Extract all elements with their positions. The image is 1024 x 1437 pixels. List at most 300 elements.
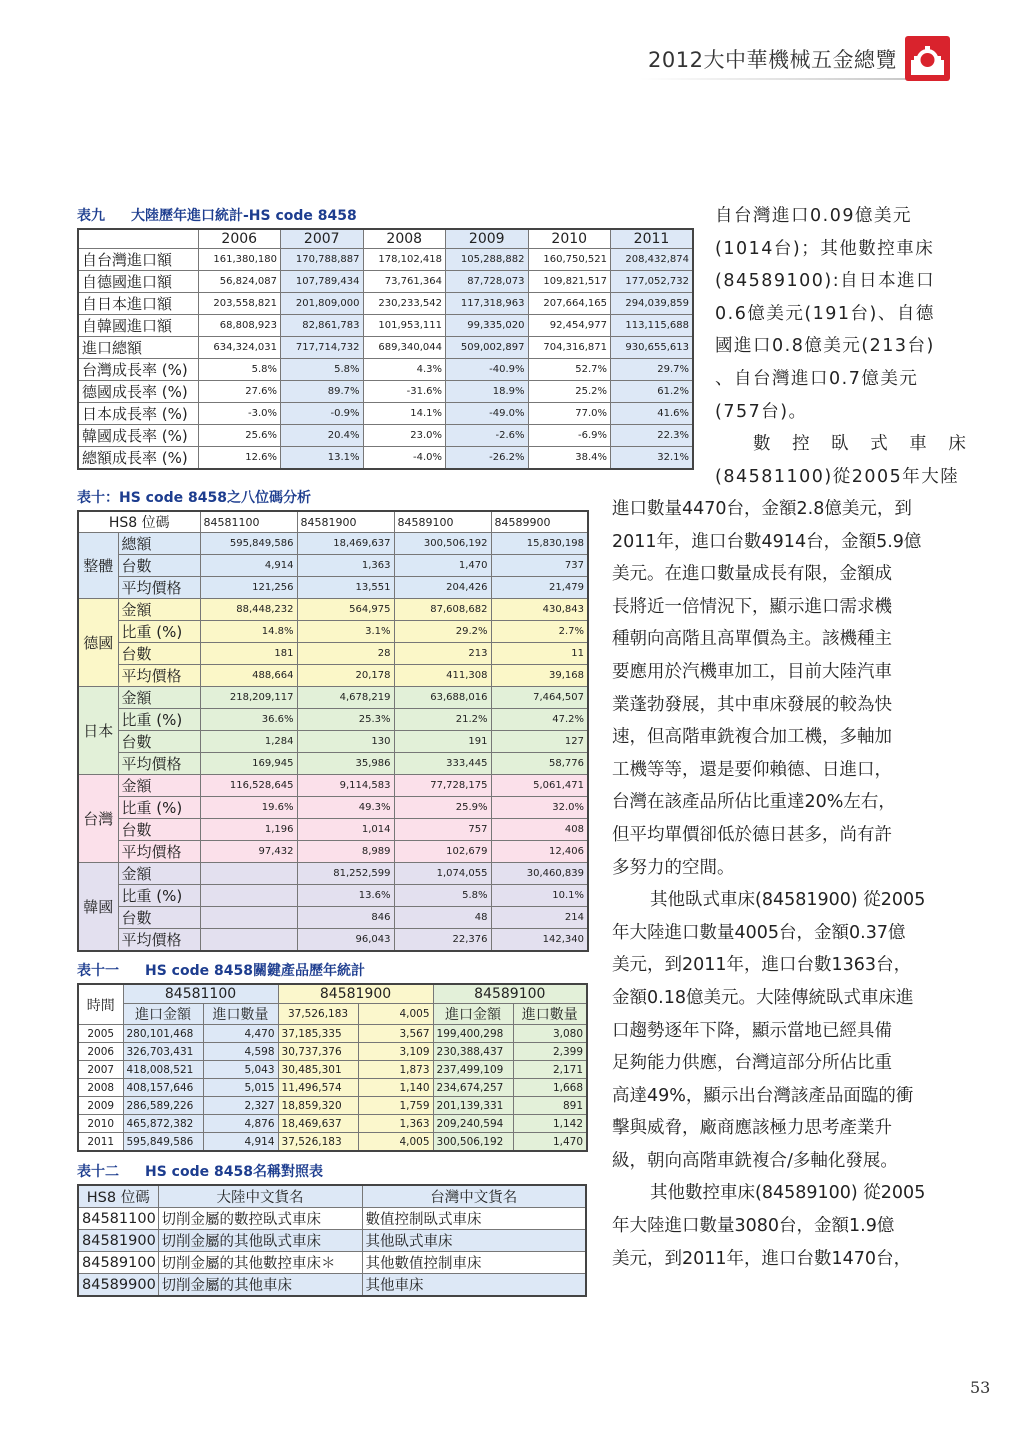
table10-row xyxy=(78,665,588,687)
table9-cell: 18.9% xyxy=(446,381,529,403)
table9-row-label: 自韓國進口額 xyxy=(78,315,198,337)
text-line: 進口數量4470台，金額2.8億美元，到 xyxy=(612,499,912,519)
table10-cell: 181 xyxy=(200,643,297,665)
table9-cell: 38.4% xyxy=(528,447,611,470)
table12-caption xyxy=(77,1161,323,1181)
text-line: 擊與威脅，廠商應該極力思考產業升 xyxy=(612,1118,892,1139)
table9-year-header: 2008 xyxy=(363,229,446,249)
table9-cell: 82,861,783 xyxy=(281,315,364,337)
table11-cell: 4,598 xyxy=(203,1043,278,1061)
table11-cell: 1,873 xyxy=(358,1061,433,1079)
text-line: (84581100)從2005年大陸 xyxy=(715,466,960,487)
table10-cell: 333,445 xyxy=(394,753,491,775)
text-line: 速，但高階車銑複合加工機，多軸加 xyxy=(612,727,892,748)
text-line: (1014台)；其他數控車床 xyxy=(715,238,935,259)
table11-amount-header: 進口金額 xyxy=(123,1004,203,1025)
table9-cell: 27.6% xyxy=(198,381,281,403)
table10-row xyxy=(78,621,588,643)
table9-cell: 101,953,111 xyxy=(363,315,446,337)
table10-row xyxy=(78,709,588,731)
table10-cell xyxy=(200,929,297,952)
table10-cell: 204,426 xyxy=(394,577,491,599)
table11-cell: 4,470 xyxy=(203,1025,278,1043)
table12-row xyxy=(78,1252,586,1274)
table10-cell: 127 xyxy=(491,731,588,753)
table11-year: 2011 xyxy=(78,1133,123,1152)
table11-cell: 3,080 xyxy=(513,1025,587,1043)
text-line: 工機等等，還是要仰賴德、日進口， xyxy=(612,759,892,780)
table11-cell: 2,327 xyxy=(203,1097,278,1115)
table9-cell: 4.3% xyxy=(363,359,446,381)
table10-cell: 21.2% xyxy=(394,709,491,731)
table11-code-header: 84581900 xyxy=(278,984,433,1004)
table12-cell: 84581100 xyxy=(78,1208,158,1230)
publication-title: 2012大中華機械五金總覽 xyxy=(648,48,897,72)
table10-row xyxy=(78,929,588,952)
table12-caption-no: 表十二 xyxy=(77,1164,119,1180)
table9-cell: 89.7% xyxy=(281,381,364,403)
table10-cell: 30,460,839 xyxy=(491,863,588,885)
table10-row-label: 台數 xyxy=(118,731,200,753)
table10-cell: 22,376 xyxy=(394,929,491,952)
table11-cell: 300,506,192 xyxy=(433,1133,513,1152)
table9-cell: 634,324,031 xyxy=(198,337,281,359)
table12-header-row xyxy=(78,1185,586,1208)
table11-cell: 1,668 xyxy=(513,1079,587,1097)
table9-year-header: 2010 xyxy=(528,229,611,249)
table11-cell: 3,109 xyxy=(358,1043,433,1061)
table10-cell: 28 xyxy=(297,643,394,665)
table11-cell: 37,526,183 xyxy=(278,1004,358,1025)
table12-header: 台灣中文貨名 xyxy=(362,1185,586,1208)
table10-cell: 21,479 xyxy=(491,577,588,599)
table10-cell: 25.9% xyxy=(394,797,491,819)
table10-cell: 7,464,507 xyxy=(491,687,588,709)
table11-caption-no: 表十一 xyxy=(77,963,119,979)
table11-year: 2010 xyxy=(78,1115,123,1133)
table9-cell: 52.7% xyxy=(528,359,611,381)
table12-row xyxy=(78,1274,586,1297)
table11-cell: 1,363 xyxy=(358,1115,433,1133)
table12-row xyxy=(78,1230,586,1252)
table10-cell: 408 xyxy=(491,819,588,841)
table11-row xyxy=(78,1115,587,1133)
table10-cell: 1,470 xyxy=(394,555,491,577)
table9-cell: -26.2% xyxy=(446,447,529,470)
table10-cell xyxy=(200,907,297,929)
table9-row-label: 總額成長率 (%) xyxy=(78,447,198,470)
text-line: 業蓬勃發展，其中車床發展的較為快 xyxy=(612,694,892,715)
table9-year-header: 2011 xyxy=(611,229,694,249)
table10-row xyxy=(78,885,588,907)
table10-cell: 88,448,232 xyxy=(200,599,297,621)
table10-cell: 4,678,219 xyxy=(297,687,394,709)
table9-cell: 294,039,859 xyxy=(611,293,694,315)
table9-cell: -0.9% xyxy=(281,403,364,425)
table11-cell: 891 xyxy=(513,1097,587,1115)
table11-year: 2009 xyxy=(78,1097,123,1115)
table9-cell: -4.0% xyxy=(363,447,446,470)
text-line: 自台灣進口0.09億美元 xyxy=(715,206,912,226)
table12-cell: 84589100 xyxy=(78,1252,158,1274)
table10-cell: 14.8% xyxy=(200,621,297,643)
text-line: 種朝向高階且高單價為主。該機種主 xyxy=(612,629,892,650)
text-line: 國進口0.8億美元(213台) xyxy=(715,336,935,357)
table10-cell: 97,432 xyxy=(200,841,297,863)
text-line: 長將近一倍情況下，顯示進口需求機 xyxy=(612,596,892,617)
table9-cell: 178,102,418 xyxy=(363,249,446,271)
text-line: 美元，到2011年，進口台數1470台， xyxy=(612,1248,912,1269)
table10-cell: 5.8% xyxy=(394,885,491,907)
table10-cell: 81,252,599 xyxy=(297,863,394,885)
table11-cell: 30,485,301 xyxy=(278,1061,358,1079)
table10-cell: 169,945 xyxy=(200,753,297,775)
table9-row-label: 進口總額 xyxy=(78,337,198,359)
table9-import-stats xyxy=(77,228,694,470)
table11-caption xyxy=(77,960,365,980)
table11-year: 2008 xyxy=(78,1079,123,1097)
table11-header-row-2 xyxy=(78,1004,587,1025)
table10-cell: 142,340 xyxy=(491,929,588,952)
table11-cell: 18,859,320 xyxy=(278,1097,358,1115)
table9-row xyxy=(78,403,693,425)
table9-cell: -40.9% xyxy=(446,359,529,381)
table9-cell: 56,824,087 xyxy=(198,271,281,293)
table12-cell: 其他車床 xyxy=(362,1274,586,1297)
table12-cell: 切削金屬的數控臥式車床 xyxy=(158,1208,362,1230)
table10-row-label: 金額 xyxy=(118,863,200,885)
table9-cell: -49.0% xyxy=(446,403,529,425)
table10-cell: 488,664 xyxy=(200,665,297,687)
table10-cell: 3.1% xyxy=(297,621,394,643)
table10-group-label: 台灣 xyxy=(78,775,118,863)
table12-cell: 切削金屬的其他車床 xyxy=(158,1274,362,1297)
text-line: 其他數控車床(84589100) 從2005 xyxy=(650,1183,926,1204)
table10-cell: 121,256 xyxy=(200,577,297,599)
table10-cell: 1,196 xyxy=(200,819,297,841)
table10-row-label: 總額 xyxy=(118,533,200,555)
table9-row xyxy=(78,315,693,337)
table10-row-label: 比重 (%) xyxy=(118,709,200,731)
table11-cell: 1,470 xyxy=(513,1133,587,1152)
table10-cell: 595,849,586 xyxy=(200,533,297,555)
body-text-main xyxy=(612,493,952,1275)
table11-cell: 280,101,468 xyxy=(123,1025,203,1043)
table11-cell: 237,499,109 xyxy=(433,1061,513,1079)
table10-cell xyxy=(200,885,297,907)
table12-name-comparison xyxy=(77,1184,587,1297)
table9-cell: -3.0% xyxy=(198,403,281,425)
table9-row-label: 自德國進口額 xyxy=(78,271,198,293)
table10-code-header: 84589100 xyxy=(394,511,491,533)
table11-cell: 199,400,298 xyxy=(433,1025,513,1043)
table9-cell: 22.3% xyxy=(611,425,694,447)
table9-cell: 207,664,165 xyxy=(528,293,611,315)
table11-row xyxy=(78,1043,587,1061)
table10-header-row xyxy=(78,511,588,533)
table10-row xyxy=(78,819,588,841)
table10-row-label: 比重 (%) xyxy=(118,797,200,819)
table11-cell: 234,674,257 xyxy=(433,1079,513,1097)
table10-cell: 48 xyxy=(394,907,491,929)
table12-cell: 其他數值控制車床 xyxy=(362,1252,586,1274)
table10-cell: 15,830,198 xyxy=(491,533,588,555)
table10-cell: 213 xyxy=(394,643,491,665)
table10-row-label: 台數 xyxy=(118,555,200,577)
table11-qty-header: 進口數量 xyxy=(203,1004,278,1025)
table10-cell: 32.0% xyxy=(491,797,588,819)
table11-cell: 30,737,376 xyxy=(278,1043,358,1061)
table9-row xyxy=(78,447,693,470)
table11-cell: 1,142 xyxy=(513,1115,587,1133)
table9-cell: 689,340,044 xyxy=(363,337,446,359)
text-line: 美元。在進口數量成長有限，金額成 xyxy=(612,564,892,585)
table9-cell: 29.7% xyxy=(611,359,694,381)
table10-cell: 29.2% xyxy=(394,621,491,643)
table11-code-header: 84581100 xyxy=(123,984,278,1004)
table9-cell: -31.6% xyxy=(363,381,446,403)
table9-caption-title: 大陸歷年進口統計-HS code 8458 xyxy=(131,208,357,224)
text-line: 高達49%，顯示出台灣該產品面臨的衝 xyxy=(612,1085,914,1106)
table9-cell: 113,115,688 xyxy=(611,315,694,337)
table9-cell: 23.0% xyxy=(363,425,446,447)
table11-cell: 5,043 xyxy=(203,1061,278,1079)
table9-header-row xyxy=(78,229,693,249)
table11-code-header: 84589100 xyxy=(433,984,587,1004)
table10-cell: 47.2% xyxy=(491,709,588,731)
table9-cell: -6.9% xyxy=(528,425,611,447)
table12-cell: 84589900 xyxy=(78,1274,158,1297)
table12-cell: 其他臥式車床 xyxy=(362,1230,586,1252)
table10-row xyxy=(78,863,588,885)
table10-cell: 58,776 xyxy=(491,753,588,775)
table9-row xyxy=(78,293,693,315)
text-line: 年大陸進口數量3080台，金額1.9億 xyxy=(612,1216,895,1237)
table11-cell: 4,005 xyxy=(358,1133,433,1152)
table9-year-header: 2009 xyxy=(446,229,529,249)
table10-group-label: 韓國 xyxy=(78,863,118,952)
table10-cell: 13.6% xyxy=(297,885,394,907)
table10-hs8-header: HS8 位碼 xyxy=(78,511,200,533)
table11-amount-header: 進口金額 xyxy=(433,1004,513,1025)
table10-cell: 564,975 xyxy=(297,599,394,621)
body-text-right-column xyxy=(715,200,974,493)
table11-cell: 5,015 xyxy=(203,1079,278,1097)
table11-cell: 1,759 xyxy=(358,1097,433,1115)
table10-row xyxy=(78,841,588,863)
table9-cell: 12.6% xyxy=(198,447,281,470)
table10-cell: 49.3% xyxy=(297,797,394,819)
table12-cell: 切削金屬的其他數控車床＊ xyxy=(158,1252,362,1274)
table9-cell: 61.2% xyxy=(611,381,694,403)
table9-row xyxy=(78,359,693,381)
table12-cell: 切削金屬的其他臥式車床 xyxy=(158,1230,362,1252)
table9-cell: 203,558,821 xyxy=(198,293,281,315)
table10-cell: 214 xyxy=(491,907,588,929)
table10-row xyxy=(78,533,588,555)
table10-row xyxy=(78,753,588,775)
table10-cell: 11 xyxy=(491,643,588,665)
table10-cell: 10.1% xyxy=(491,885,588,907)
table9-caption-no: 表九 xyxy=(77,208,105,224)
table9-row-label: 自台灣進口額 xyxy=(78,249,198,271)
table9-row-label: 台灣成長率 (%) xyxy=(78,359,198,381)
table11-cell: 37,526,183 xyxy=(278,1133,358,1152)
text-line: 美元，到2011年，進口台數1363台， xyxy=(612,955,912,976)
table11-cell: 4,005 xyxy=(358,1004,433,1025)
text-line: 級，朝向高階車銑複合/多軸化發展。 xyxy=(612,1150,898,1171)
table10-row xyxy=(78,599,588,621)
table9-cell: 73,761,364 xyxy=(363,271,446,293)
table9-cell: 177,052,732 xyxy=(611,271,694,293)
table10-cell: 9,114,583 xyxy=(297,775,394,797)
text-line: 數 控 臥 式 車 床 xyxy=(753,434,974,455)
table10-cell: 102,679 xyxy=(394,841,491,863)
table9-cell: 25.6% xyxy=(198,425,281,447)
table10-cell: 757 xyxy=(394,819,491,841)
table10-row-label: 金額 xyxy=(118,687,200,709)
table11-row xyxy=(78,1097,587,1115)
table11-cell: 286,589,226 xyxy=(123,1097,203,1115)
text-line: 要應用於汽機車加工，目前大陸汽車 xyxy=(612,661,892,682)
table10-row xyxy=(78,643,588,665)
table10-row xyxy=(78,555,588,577)
table9-cell: 509,002,897 xyxy=(446,337,529,359)
page-number: 53 xyxy=(970,1378,991,1397)
table10-cell: 12,406 xyxy=(491,841,588,863)
table9-year-header: 2007 xyxy=(281,229,364,249)
table11-row xyxy=(78,1133,587,1152)
table9-row-label: 日本成長率 (%) xyxy=(78,403,198,425)
table11-cell: 465,872,382 xyxy=(123,1115,203,1133)
table10-row xyxy=(78,731,588,753)
table9-cell: 87,728,073 xyxy=(446,271,529,293)
table9-cell: 41.6% xyxy=(611,403,694,425)
table10-cell: 130 xyxy=(297,731,394,753)
table10-hs8-analysis xyxy=(77,510,589,952)
table10-cell xyxy=(200,863,297,885)
table10-cell: 39,168 xyxy=(491,665,588,687)
table10-cell: 25.3% xyxy=(297,709,394,731)
table10-row-label: 平均價格 xyxy=(118,753,200,775)
table10-cell: 35,986 xyxy=(297,753,394,775)
table9-cell: -2.6% xyxy=(446,425,529,447)
text-line: 金額0.18億美元。大陸傳統臥式車床進 xyxy=(612,987,914,1008)
table9-year-header: 2006 xyxy=(198,229,281,249)
table9-cell: 20.4% xyxy=(281,425,364,447)
table11-header-row-1 xyxy=(78,984,587,1004)
table10-cell: 430,843 xyxy=(491,599,588,621)
table11-cell: 595,849,586 xyxy=(123,1133,203,1152)
table12-header: 大陸中文貨名 xyxy=(158,1185,362,1208)
table12-cell: 84581900 xyxy=(78,1230,158,1252)
table9-cell: 99,335,020 xyxy=(446,315,529,337)
table9-caption xyxy=(77,205,357,225)
table10-caption: 表十：HS code 8458之八位碼分析 xyxy=(77,490,311,506)
table10-cell: 411,308 xyxy=(394,665,491,687)
table11-cell: 201,139,331 xyxy=(433,1097,513,1115)
table10-cell: 4,914 xyxy=(200,555,297,577)
table9-row-label: 自日本進口額 xyxy=(78,293,198,315)
table10-cell: 846 xyxy=(297,907,394,929)
table11-cell: 11,496,574 xyxy=(278,1079,358,1097)
table11-cell: 408,157,646 xyxy=(123,1079,203,1097)
text-line: 足夠能力供應，台灣這部分所佔比重 xyxy=(612,1053,892,1074)
table11-cell: 18,469,637 xyxy=(278,1115,358,1133)
table11-row xyxy=(78,1025,587,1043)
table11-cell: 1,140 xyxy=(358,1079,433,1097)
table10-group-label: 德國 xyxy=(78,599,118,687)
table9-cell: 201,809,000 xyxy=(281,293,364,315)
table12-caption-title: HS code 8458名稱對照表 xyxy=(145,1164,323,1180)
text-line: 多努力的空間。 xyxy=(612,857,735,878)
table10-cell: 1,074,055 xyxy=(394,863,491,885)
table10-cell: 96,043 xyxy=(297,929,394,952)
table10-row-label: 平均價格 xyxy=(118,841,200,863)
gear-logo-icon xyxy=(905,36,950,81)
table11-key-products xyxy=(77,983,588,1152)
table9-cell: 68,808,923 xyxy=(198,315,281,337)
table11-caption-title: HS code 8458關鍵產品歷年統計 xyxy=(145,963,365,979)
table10-cell: 5,061,471 xyxy=(491,775,588,797)
table10-row xyxy=(78,907,588,929)
table10-cell: 300,506,192 xyxy=(394,533,491,555)
table10-cell: 2.7% xyxy=(491,621,588,643)
text-line: 口趨勢逐年下降，顯示當地已經具備 xyxy=(612,1020,892,1041)
table10-code-header: 84589900 xyxy=(491,511,588,533)
table10-cell: 1,014 xyxy=(297,819,394,841)
table9-cell: 230,233,542 xyxy=(363,293,446,315)
table9-cell: 161,380,180 xyxy=(198,249,281,271)
table11-row xyxy=(78,1061,587,1079)
table10-row xyxy=(78,775,588,797)
table11-qty-header: 進口數量 xyxy=(513,1004,587,1025)
table9-row-label: 韓國成長率 (%) xyxy=(78,425,198,447)
table10-cell: 63,688,016 xyxy=(394,687,491,709)
table10-group-label: 整體 xyxy=(78,533,118,599)
table9-cell: 25.2% xyxy=(528,381,611,403)
table10-cell: 218,209,117 xyxy=(200,687,297,709)
table9-cell: 208,432,874 xyxy=(611,249,694,271)
text-line: 0.6億美元(191台)、自德 xyxy=(715,303,935,324)
text-line: (84589100):自日本進口 xyxy=(715,271,936,292)
table11-cell: 37,185,335 xyxy=(278,1025,358,1043)
table10-row-label: 台數 xyxy=(118,643,200,665)
table12-header: HS8 位碼 xyxy=(78,1185,158,1208)
table9-row xyxy=(78,249,693,271)
table10-row xyxy=(78,797,588,819)
table9-cell: 5.8% xyxy=(198,359,281,381)
table10-row-label: 台數 xyxy=(118,819,200,841)
table9-row xyxy=(78,381,693,403)
table10-row-label: 台數 xyxy=(118,907,200,929)
table9-row xyxy=(78,271,693,293)
table10-cell: 77,728,175 xyxy=(394,775,491,797)
table10-row-label: 金額 xyxy=(118,775,200,797)
table11-cell: 4,876 xyxy=(203,1115,278,1133)
table9-cell: 14.1% xyxy=(363,403,446,425)
table9-cell: 704,316,871 xyxy=(528,337,611,359)
table11-cell: 230,388,437 xyxy=(433,1043,513,1061)
table11-cell: 3,567 xyxy=(358,1025,433,1043)
table9-cell: 105,288,882 xyxy=(446,249,529,271)
table11-cell: 2,171 xyxy=(513,1061,587,1079)
table11-time-header: 時間 xyxy=(78,984,123,1025)
table10-row-label: 比重 (%) xyxy=(118,885,200,907)
table10-cell: 191 xyxy=(394,731,491,753)
table9-cell: 5.8% xyxy=(281,359,364,381)
table10-row xyxy=(78,577,588,599)
